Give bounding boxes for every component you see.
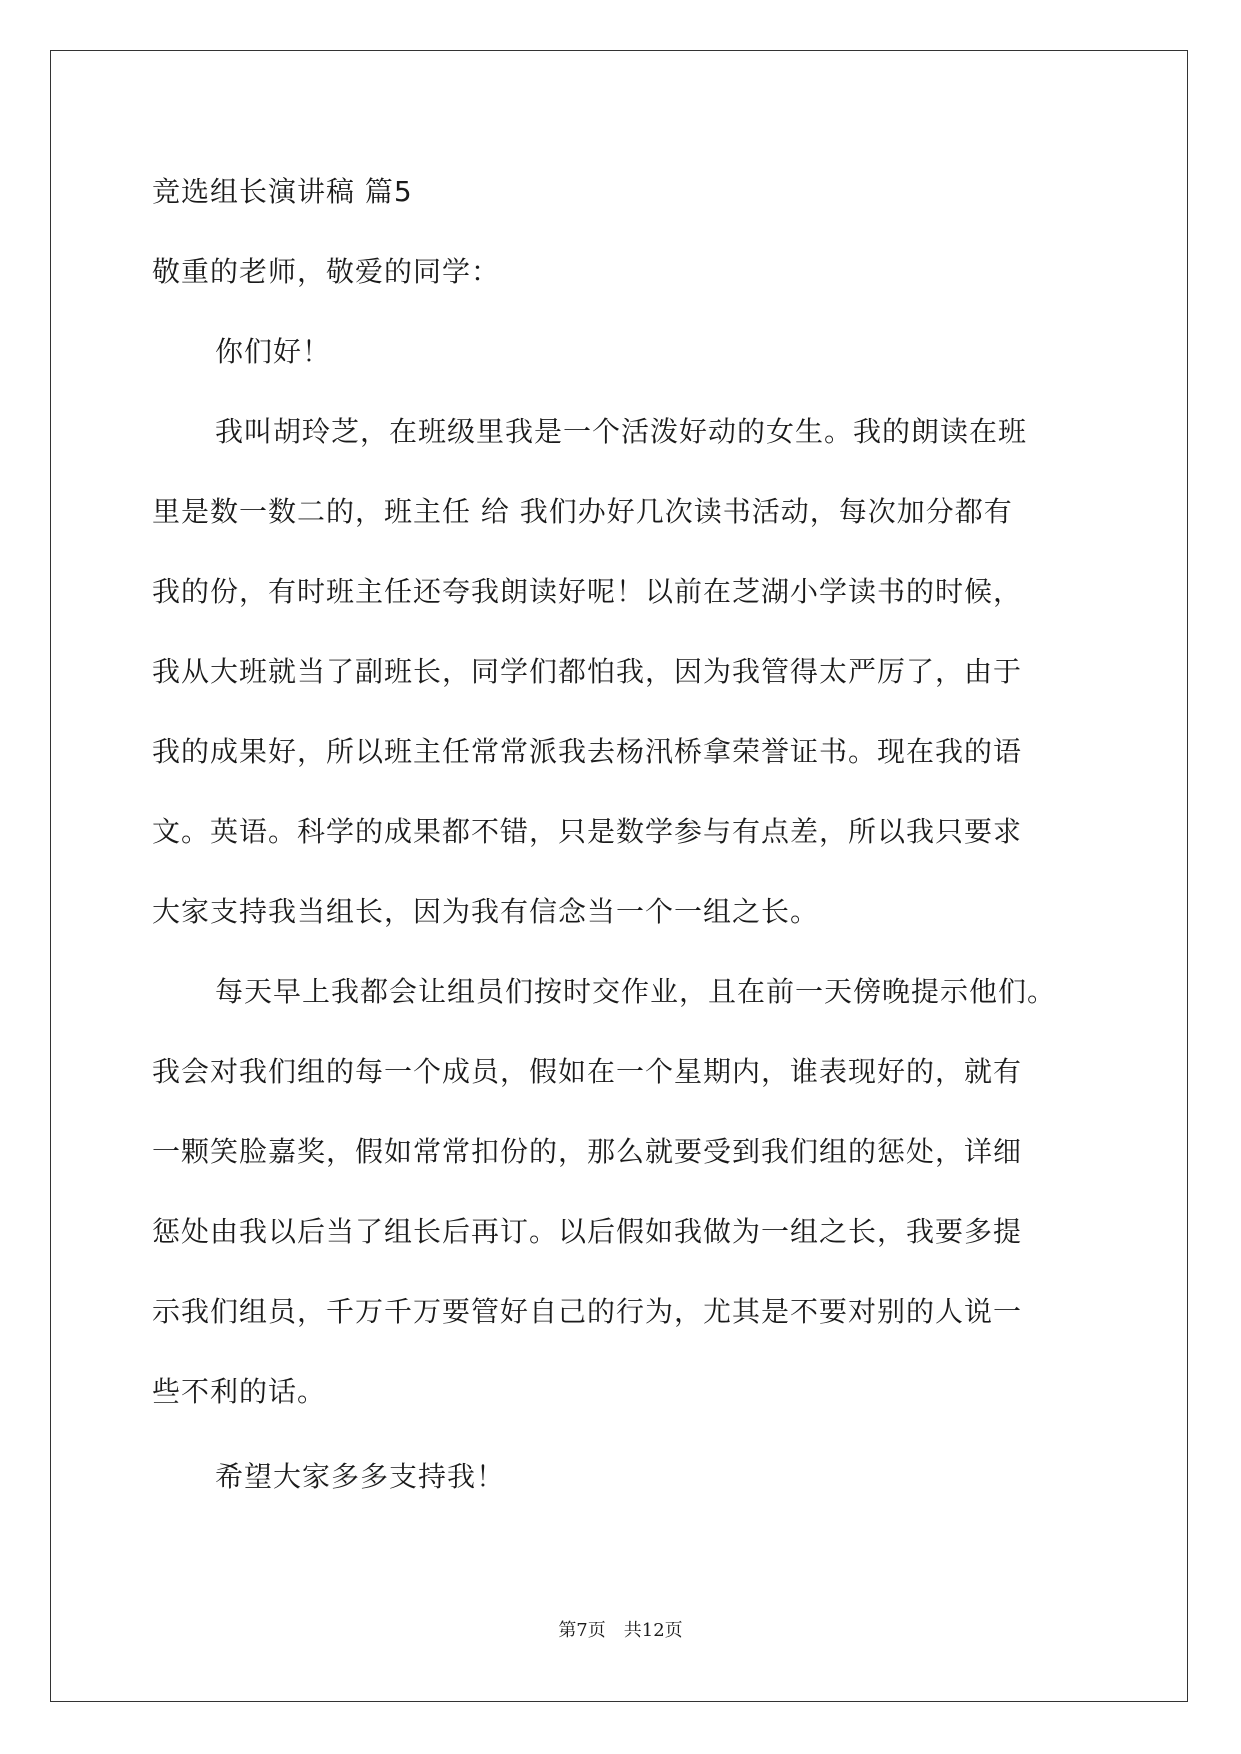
salutation: 敬重的老师，敬爱的同学：: [152, 255, 501, 288]
paragraph2-line: 惩处由我以后当了组长后再订。以后假如我做为一组之长，我要多提: [152, 1215, 1023, 1248]
paragraph1-line: 我的份，有时班主任还夸我朗读好呢！以前在芝湖小学读书的时候，: [152, 575, 1023, 608]
paragraph2-line: 我会对我们组的每一个成员，假如在一个星期内，谁表现好的，就有: [152, 1055, 1023, 1088]
closing-line: 希望大家多多支持我！: [215, 1460, 506, 1493]
paragraph1-line: 大家支持我当组长，因为我有信念当一个一组之长。: [152, 895, 820, 928]
page-number-total: 共12页: [623, 1620, 683, 1641]
paragraph2-line: 些不利的话。: [152, 1375, 327, 1408]
greeting: 你们好！: [215, 335, 332, 368]
paragraph1-line: 我从大班就当了副班长，同学们都怕我，因为我管得太严厉了，由于: [152, 655, 1023, 688]
paragraph1-line: 里是数一数二的，班主任 给 我们办好几次读书活动，每次加分都有: [152, 495, 1013, 528]
paragraph1-line: 文。英语。科学的成果都不错，只是数学参与有点差，所以我只要求: [152, 815, 1023, 848]
page-border: [50, 50, 1188, 1702]
paragraph2-line: 一颗笑脸嘉奖，假如常常扣份的，那么就要受到我们组的惩处，详细: [152, 1135, 1023, 1168]
page-number-current: 第7页: [558, 1620, 606, 1641]
page-footer: [0, 1619, 1241, 1643]
document-title: 竞选组长演讲稿 篇5: [152, 175, 413, 208]
paragraph1-line: 我的成果好，所以班主任常常派我去杨汛桥拿荣誉证书。现在我的语: [152, 735, 1023, 768]
paragraph2-line: 每天早上我都会让组员们按时交作业，且在前一天傍晚提示他们。: [215, 975, 1057, 1008]
paragraph1-line: 我叫胡玲芝，在班级里我是一个活泼好动的女生。我的朗读在班: [215, 415, 1028, 448]
paragraph2-line: 示我们组员，千万千万要管好自己的行为，尤其是不要对别的人说一: [152, 1295, 1023, 1328]
